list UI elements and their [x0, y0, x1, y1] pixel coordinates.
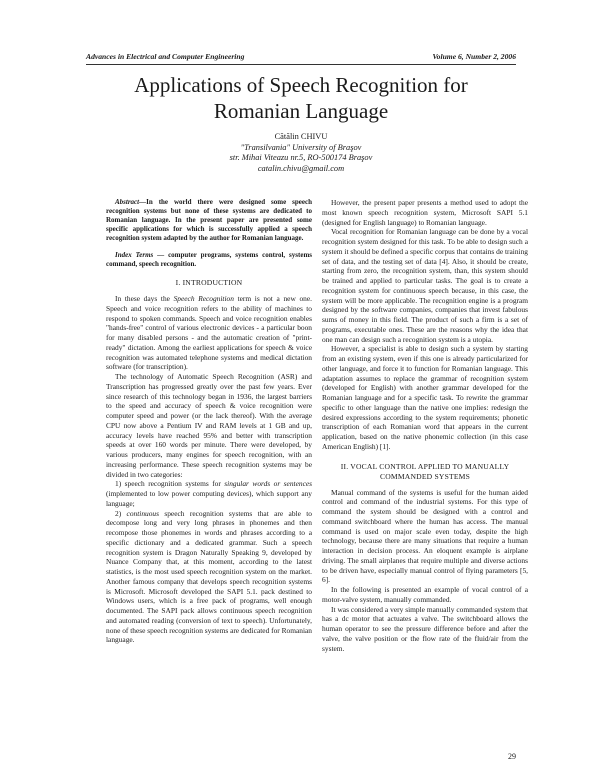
author-email: catalin.chivu@gmail.com: [257, 163, 345, 173]
running-head: [86, 52, 516, 61]
intro-paragraph-2: The technology of Automatic Speech Recognition (ASR) and Transcription has progressed greatly over the past few years. Ever since research of this technology began in 1936, the largest barriers to the speed and accuracy of speech & voice recognition were computer speed and power (or the lack thereof). With the average CPU now above a Pentium IV and RAM levels at 1 GB and up, accuracy levels have reached 95% and better with transcription speeds at over 160 words per minute. There were developed, by various producers, many engines for speech recognition, with an increasing performance. These speech recognition systems may be divided in two categories:: [106, 372, 312, 479]
intro-paragraph-3: 1) speech recognition systems for singular words or sentences (implemented to low power computing devices), which support any language;: [106, 479, 313, 508]
abstract-text: —In the world there were designed some speech recognition systems but none of these systems are dedicated to Romanian language. In the present paper are presented some specific applications for which is successfully applied a speech recognition system adapted by the author for Romanian language.: [106, 198, 312, 242]
section-heading-introduction: I. INTRODUCTION: [175, 278, 243, 287]
intro-paragraph-1: In these days the Speech Recognition term is not a new one. Speech and voice recognition refers to the ability of machines to respond to spoken commands. Speech and voice recognition enables "hands-free" control of various electronic devices - a particular boon for many disabled persons - and the automatic creation of "print-ready" dictation. Among the earliest applications for speech & voice recognition was automated telephone systems and medical dictation software (for transcription).: [106, 294, 312, 372]
index-terms: [106, 251, 312, 269]
body-paragraph-5: In the following is presented an example of vocal control of a motor-valve system, manually commanded.: [322, 585, 528, 604]
page-number: 29: [508, 752, 516, 761]
title-line-2: Romanian Language: [213, 99, 389, 123]
left-column: [106, 198, 312, 645]
section-heading-vocal-control: [322, 462, 528, 482]
body-paragraph-1: However, the present paper presents a method used to adopt the most known speech recognition system, Microsoft SAPI 5.1 (designed for English language) to Romanian language.: [322, 198, 528, 227]
body-paragraph-2: Vocal recognition for Romanian language can be done by a vocal recognition system designed for this task. To be able to design such a system it should be defined a specific corpus that contains de training set of data, and the testing set of data [4]. Also, it should be create, starting from zero, the recognition system, than, this system should be trained and applied to particular tasks. The goal is to create a recognition system for continuous speech because, in this case, the system will be more applicable. The recognition engine is a program designed by the software companies, companies that invest fabulous sums of money in this field. The product of such a firm is a set of programs, executable ones. These are the reasons why the idea that one man can design such a recognition system is a utopia.: [322, 227, 528, 344]
index-terms-text: — computer programs, systems control, systems command, speech recognition.: [106, 251, 312, 268]
abstract: [106, 198, 312, 243]
body-paragraph-4: Manual command of the systems is useful for the human aided control and command of the industrial systems. For this type of command the system should be designed with a control and command switchboard where the human has access. The manual command is used on major scale even today, despite the high technology, because there are many situations that require a human interaction in decision process. An eloquent example is airplane driving. The small airplanes that require multiple and diverse actions to be driven have, especially manual control of flying parameters [5, 6].: [322, 487, 528, 585]
intro-paragraph-4: 2) continuous speech recognition systems that are able to decompose long and very long phrases in phonemes and then recompose those phonemes in words and phrases according to a specific dictionary and a dedicated grammar. Such a speech recognition system is Dragon Naturally Speaking 9, developed by Nuance Company that, at this moment, according to the latest statistics, is the most used speech recognition system on the market. Another famous company that develops speech recognition systems is Microsoft. Microsoft developed the SAPI 5.1. pack destined to Windows users, which is a free pack of programs, well enough documented. The SAPI pack allows continuous speech recognition and automated reading (conversion of text to speech). Unfortunately, none of these speech recognition systems are dedicated for Romanian language.: [106, 508, 312, 645]
section-heading-line-1: II. VOCAL CONTROL APPLIED TO MANUALLY: [340, 461, 510, 471]
body-paragraph-3: However, a specialist is able to design such a system by starting from an existing system, even if this one is already particularized for other language, and force it to function for Romanian language. This adaptation assumes to replace the grammar of recognition system (developed for English) with another grammar developed for the Romanian language and for a specific task. To rewrite the grammar specific to other language than the native one implies: redesign the desired expressions according to the system requirements; phonetic transcription of each Romanian word that appears in the current application, based on the native phonemic collection (in this case American English) [1].: [322, 344, 528, 451]
abstract-lead: Abstract: [115, 198, 140, 206]
author-name: Cătălin CHIVU: [274, 132, 328, 141]
body-paragraph-6: It was considered a very simple manually commanded system that has a dc motor that actuates a valve. The switchboard allows the human operator to see the pressure difference before and after the valve, the valve position or the flow rate of the fluid/air from the system.: [322, 604, 528, 653]
volume-info: Volume 6, Number 2, 2006: [432, 52, 516, 61]
index-terms-lead: Index Terms: [115, 251, 154, 259]
paper-title: [86, 72, 516, 124]
right-column: [322, 198, 528, 653]
section-heading-line-2: COMMANDED SYSTEMS: [379, 471, 471, 481]
header-rule: [86, 64, 516, 65]
author-affiliation: "Transilvania" University of Braşov: [240, 142, 362, 152]
journal-name: Advances in Electrical and Computer Engineering: [86, 52, 245, 61]
title-line-1: Applications of Speech Recognition for: [134, 73, 468, 97]
author-block: [86, 132, 516, 174]
author-address: str. Mihai Viteazu nr.5, RO-500174 Braşov: [229, 153, 373, 163]
